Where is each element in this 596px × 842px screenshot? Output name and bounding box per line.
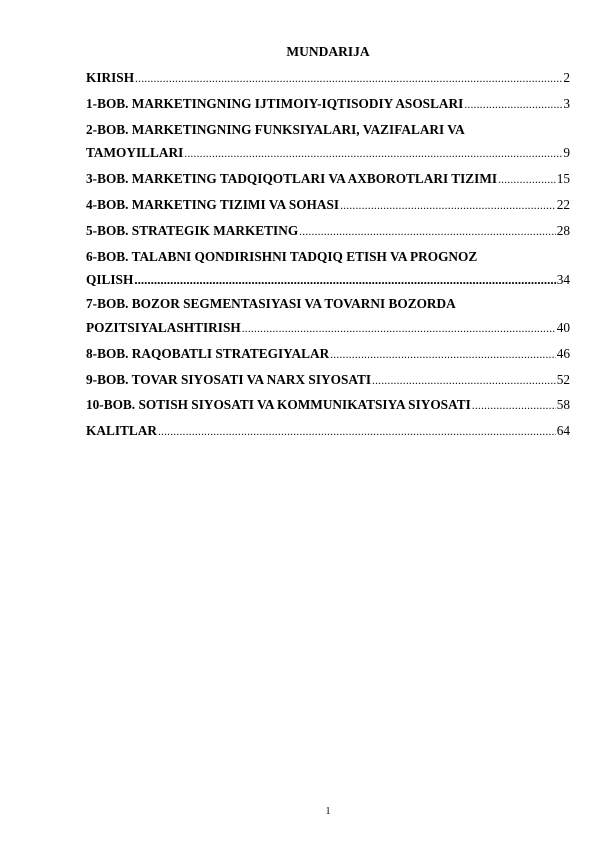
- toc-page-number: 15: [556, 171, 570, 187]
- toc-entry-chapter-7[interactable]: [86, 292, 570, 342]
- leader-dots: [340, 195, 556, 219]
- toc-page-number: 58: [556, 397, 570, 413]
- toc-entry-title: KALITLAR: [86, 423, 157, 439]
- toc-entry-title: KIRISH: [86, 70, 135, 85]
- leader-dots: [464, 94, 562, 118]
- toc-page-number: 64: [556, 423, 570, 439]
- leader-dots: [372, 370, 556, 394]
- toc-entry-title-continued: POZITSIYALASHTIRISH: [86, 319, 241, 335]
- toc-page-number: 34: [556, 272, 570, 288]
- toc-entry-title: 8-BOB. RAQOBATLI STRATEGIYALAR: [86, 345, 330, 361]
- toc-page-number: 3: [563, 95, 570, 111]
- toc-entry-chapter-8[interactable]: [86, 342, 570, 368]
- toc-entry-title: 2-BOB. MARKETINGNING FUNKSIYALARI, VAZIFALARI VA: [86, 121, 465, 137]
- toc-entry-chapter-3[interactable]: [86, 167, 570, 193]
- leader-dots: [184, 143, 562, 167]
- table-of-contents: [86, 66, 570, 445]
- toc-entry-title: 7-BOB. BOZOR SEGMENTASIYASI VA TOVARNI BOZORDA: [86, 296, 456, 312]
- toc-page-number: 9: [563, 145, 570, 161]
- leader-dots: [242, 318, 556, 342]
- toc-entry-chapter-1[interactable]: [86, 92, 570, 118]
- leader-dots: [299, 221, 556, 245]
- toc-entry-chapter-2[interactable]: [86, 118, 570, 168]
- toc-entry-chapter-4[interactable]: [86, 193, 570, 219]
- toc-entry-chapter-5[interactable]: [86, 219, 570, 245]
- toc-page-number: 40: [556, 319, 570, 335]
- toc-entry-title-continued: TAMOYILLARI: [86, 145, 184, 161]
- leader-dots: [134, 268, 555, 292]
- leader-dots: [472, 395, 556, 419]
- toc-entry-title: 4-BOB. MARKETING TIZIMI VA SOHASI: [86, 196, 340, 212]
- toc-entry-title: 3-BOB. MARKETING TADQIQOTLARI VA AXBOROTLARI TIZIMI: [86, 171, 498, 187]
- toc-page-number: 46: [556, 345, 570, 361]
- toc-entry-kalitlar[interactable]: [86, 419, 570, 445]
- leader-dots: [330, 344, 555, 368]
- toc-entry-chapter-6[interactable]: [86, 245, 570, 293]
- toc-page-number: 22: [556, 196, 570, 212]
- toc-page-number: 28: [556, 222, 570, 238]
- toc-entry-kirish[interactable]: [86, 66, 570, 92]
- toc-entry-title-continued: QILISH: [86, 272, 134, 288]
- leader-dots: [135, 68, 562, 92]
- toc-page-number: 52: [556, 371, 570, 387]
- leader-dots: [158, 421, 556, 445]
- toc-entry-title: 5-BOB. STRATEGIK MARKETING: [86, 222, 299, 238]
- page-title: MUNDARIJA: [286, 44, 370, 59]
- page-number: 1: [325, 806, 331, 817]
- toc-entry-title: 1-BOB. MARKETINGNING IJTIMOIY-IQTISODIY ASOSLARI: [86, 95, 464, 111]
- toc-page-number: 2: [563, 70, 570, 85]
- toc-entry-title: 10-BOB. SOTISH SIYOSATI VA KOMMUNIKATSIYA SIYOSATI: [86, 397, 471, 413]
- toc-entry-title: 9-BOB. TOVAR SIYOSATI VA NARX SIYOSATI: [86, 371, 371, 387]
- toc-entry-chapter-10[interactable]: [86, 393, 570, 419]
- toc-entry-title: 6-BOB. TALABNI QONDIRISHNI TADQIQ ETISH VA PROGNOZ: [86, 248, 478, 264]
- leader-dots: [498, 169, 556, 193]
- toc-entry-chapter-9[interactable]: [86, 368, 570, 394]
